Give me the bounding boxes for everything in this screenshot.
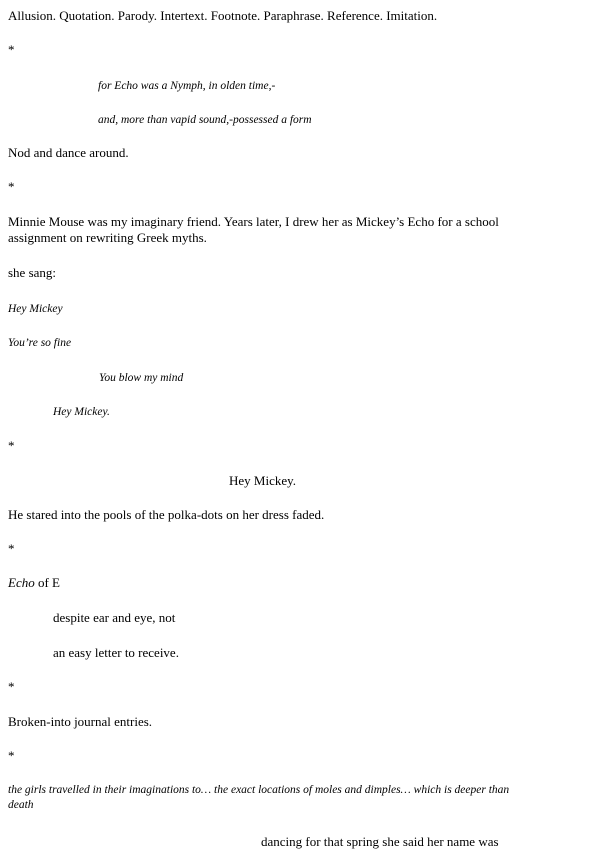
song-line-2: You’re so fine [8, 337, 72, 349]
text-line-journal: Broken-into journal entries. [8, 714, 153, 729]
text-line-she-sang: she sang: [8, 265, 57, 280]
paragraph-minnie: Minnie Mouse was my imaginary friend. Years later, I drew her as Mickey’s Echo for a school assignment on rewriting Greek myths. [8, 214, 499, 245]
text-line-despite: despite ear and eye, not [53, 610, 176, 625]
section-separator: * [8, 679, 15, 694]
song-line-3: You blow my mind [99, 372, 184, 384]
echo-rest: of E [34, 575, 60, 590]
text-line-echo-of-e [8, 575, 60, 591]
echo-italic: Echo [8, 575, 35, 590]
paragraph-girls-travelled: the girls travelled in their imaginations to… the exact locations of moles and dimples… which is deeper than death [8, 784, 510, 811]
song-line-4: Hey Mickey. [53, 406, 110, 418]
text-line-easy-letter: an easy letter to receive. [53, 645, 179, 660]
text-line-allusion: Allusion. Quotation. Parody. Intertext. Footnote. Paraphrase. Reference. Imitation. [8, 8, 438, 23]
verse-line-1: for Echo was a Nymph, in olden time,- [98, 80, 276, 92]
section-separator: * [8, 179, 15, 194]
text-line-nod: Nod and dance around. [8, 145, 129, 160]
section-separator: * [8, 748, 15, 763]
section-separator: * [8, 438, 15, 453]
section-separator: * [8, 541, 15, 556]
section-separator: * [8, 42, 15, 57]
verse-line-2: and, more than vapid sound,-possessed a form [98, 114, 312, 126]
text-line-polka-dots: He stared into the pools of the polka-dots on her dress faded. [8, 507, 325, 522]
song-line-1: Hey Mickey [8, 303, 63, 315]
text-line-hey-mickey-centered: Hey Mickey. [229, 473, 297, 488]
text-line-dancing: dancing for that spring she said her name was [261, 834, 499, 849]
